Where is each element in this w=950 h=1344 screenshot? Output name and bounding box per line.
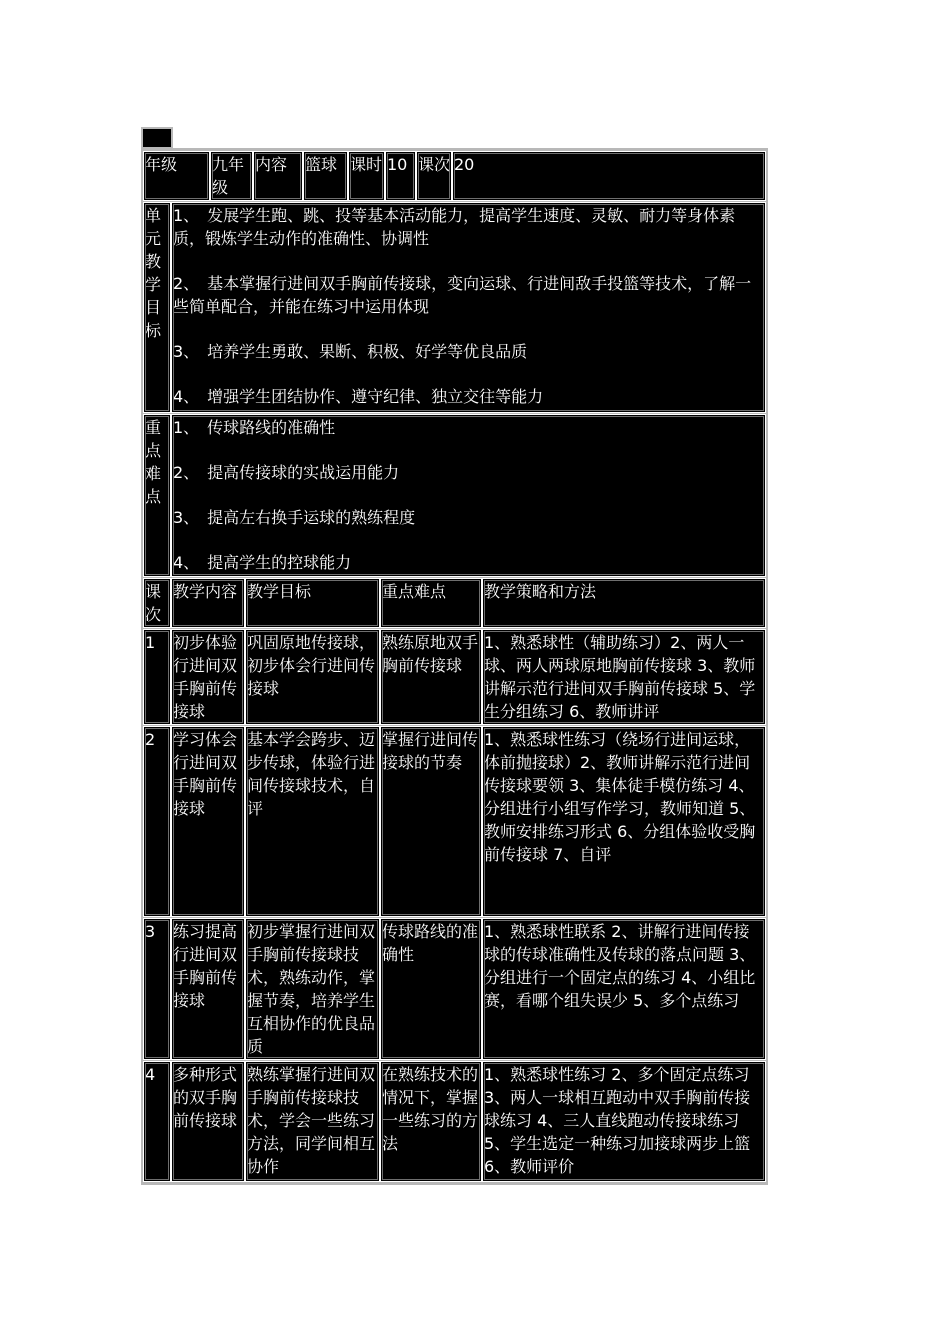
goal-item: 4、 增强学生团结协作、遵守纪律、独立交往等能力 bbox=[173, 387, 544, 406]
goal-item: 3、 培养学生勇敢、果断、积极、好学等优良品质 bbox=[173, 342, 528, 361]
table-row-3-method: 1、熟悉球性联系 2、讲解行进间传接球的传球准确性及传球的落点问题 3、分组进行一个固定点的练习 4、小组比赛，看哪个组失误少 5、多个点练习 bbox=[482, 918, 766, 1060]
table-row-2-no: 2 bbox=[143, 726, 171, 917]
goal-item: 2、 基本掌握行进间双手胸前传接球，变向运球、行进间敌手投篮等技术，了解一些简单配合，并能在练习中运用体现 bbox=[173, 274, 752, 316]
table-row-3-key: 传球路线的准确性 bbox=[380, 918, 482, 1060]
table-row-3-content: 练习提高行进间双手胸前传接球 bbox=[171, 918, 245, 1060]
table-row-1-no: 1 bbox=[143, 629, 171, 725]
table-row-2-objective: 基本学会跨步、迈步传球，体验行进间传接球技术，自评 bbox=[245, 726, 380, 917]
lessons-value: 20 bbox=[452, 151, 766, 201]
lesson-plan-table bbox=[141, 148, 768, 1185]
table-row-3-no: 3 bbox=[143, 918, 171, 1060]
table-row-1-key: 熟练原地双手胸前传接球 bbox=[380, 629, 482, 725]
hours-value: 10 bbox=[385, 151, 416, 201]
table-row-2-content: 学习体会行进间双手胸前传接球 bbox=[171, 726, 245, 917]
table-row-4-content: 多种形式的双手胸前传接球 bbox=[171, 1061, 245, 1182]
column-header-key-points: 重点难点 bbox=[380, 578, 482, 628]
table-row-1-method: 1、熟悉球性（辅助练习）2、两人一球、两人两球原地胸前传接球 3、教师讲解示范行进间双手胸前传接球 5、学生分组练习 6、教师讲评 bbox=[482, 629, 766, 725]
key-point-item: 2、 提高传接球的实战运用能力 bbox=[173, 463, 400, 482]
table-row-4-method: 1、熟悉球性练习 2、多个固定点练习 3、两人一球相互跑动中双手胸前传接球练习 4、三人直线跑动传接球练习 5、学生选定一种练习加接球两步上篮 6、教师评价 bbox=[482, 1061, 766, 1182]
goals-label: 单元教学目标 bbox=[143, 202, 171, 413]
goal-item: 1、 发展学生跑、跳、投等基本活动能力，提高学生速度、灵敏、耐力等身体素质，锻炼学生动作的准确性、协调性 bbox=[173, 206, 736, 248]
content-value: 篮球 bbox=[303, 151, 348, 201]
table-row-1-content: 初步体验行进间双手胸前传接球 bbox=[171, 629, 245, 725]
column-header-objective: 教学目标 bbox=[245, 578, 380, 628]
grade-label: 年级 bbox=[143, 151, 210, 201]
column-header-method: 教学策略和方法 bbox=[482, 578, 766, 628]
table-row-4-objective: 熟练掌握行进间双手胸前传接球技术，学会一些练习方法，同学间相互协作 bbox=[245, 1061, 380, 1182]
goals-list bbox=[171, 202, 766, 413]
key-point-item: 4、 提高学生的控球能力 bbox=[173, 553, 352, 572]
lessons-label: 课次 bbox=[416, 151, 452, 201]
corner-cell bbox=[141, 127, 173, 149]
column-header-lesson-no: 课次 bbox=[143, 578, 171, 628]
column-header-content: 教学内容 bbox=[171, 578, 245, 628]
grade-value: 九年级 bbox=[210, 151, 253, 201]
key-point-item: 3、 提高左右换手运球的熟练程度 bbox=[173, 508, 416, 527]
lesson-plan-document bbox=[141, 127, 768, 1185]
key-points-label: 重点难点 bbox=[143, 414, 171, 577]
content-label: 内容 bbox=[253, 151, 303, 201]
table-row-3-objective: 初步掌握行进间双手胸前传接球技术，熟练动作，掌握节奏，培养学生互相协作的优良品质 bbox=[245, 918, 380, 1060]
key-points-list bbox=[171, 414, 766, 577]
table-row-4-no: 4 bbox=[143, 1061, 171, 1182]
table-row-2-key: 掌握行进间传接球的节奏 bbox=[380, 726, 482, 917]
table-row-2-method: 1、熟悉球性练习（绕场行进间运球，体前抛接球）2、教师讲解示范行进间传接球要领 3、集体徒手模仿练习 4、分组进行小组写作学习，教师知道 5、教师安排练习形式 6、分组体验收受胸前传接球 7、自评 bbox=[482, 726, 766, 917]
hours-label: 课时 bbox=[348, 151, 385, 201]
key-point-item: 1、 传球路线的准确性 bbox=[173, 418, 336, 437]
table-row-4-key: 在熟练技术的情况下，掌握一些练习的方法 bbox=[380, 1061, 482, 1182]
table-row-1-objective: 巩固原地传接球，初步体会行进间传接球 bbox=[245, 629, 380, 725]
